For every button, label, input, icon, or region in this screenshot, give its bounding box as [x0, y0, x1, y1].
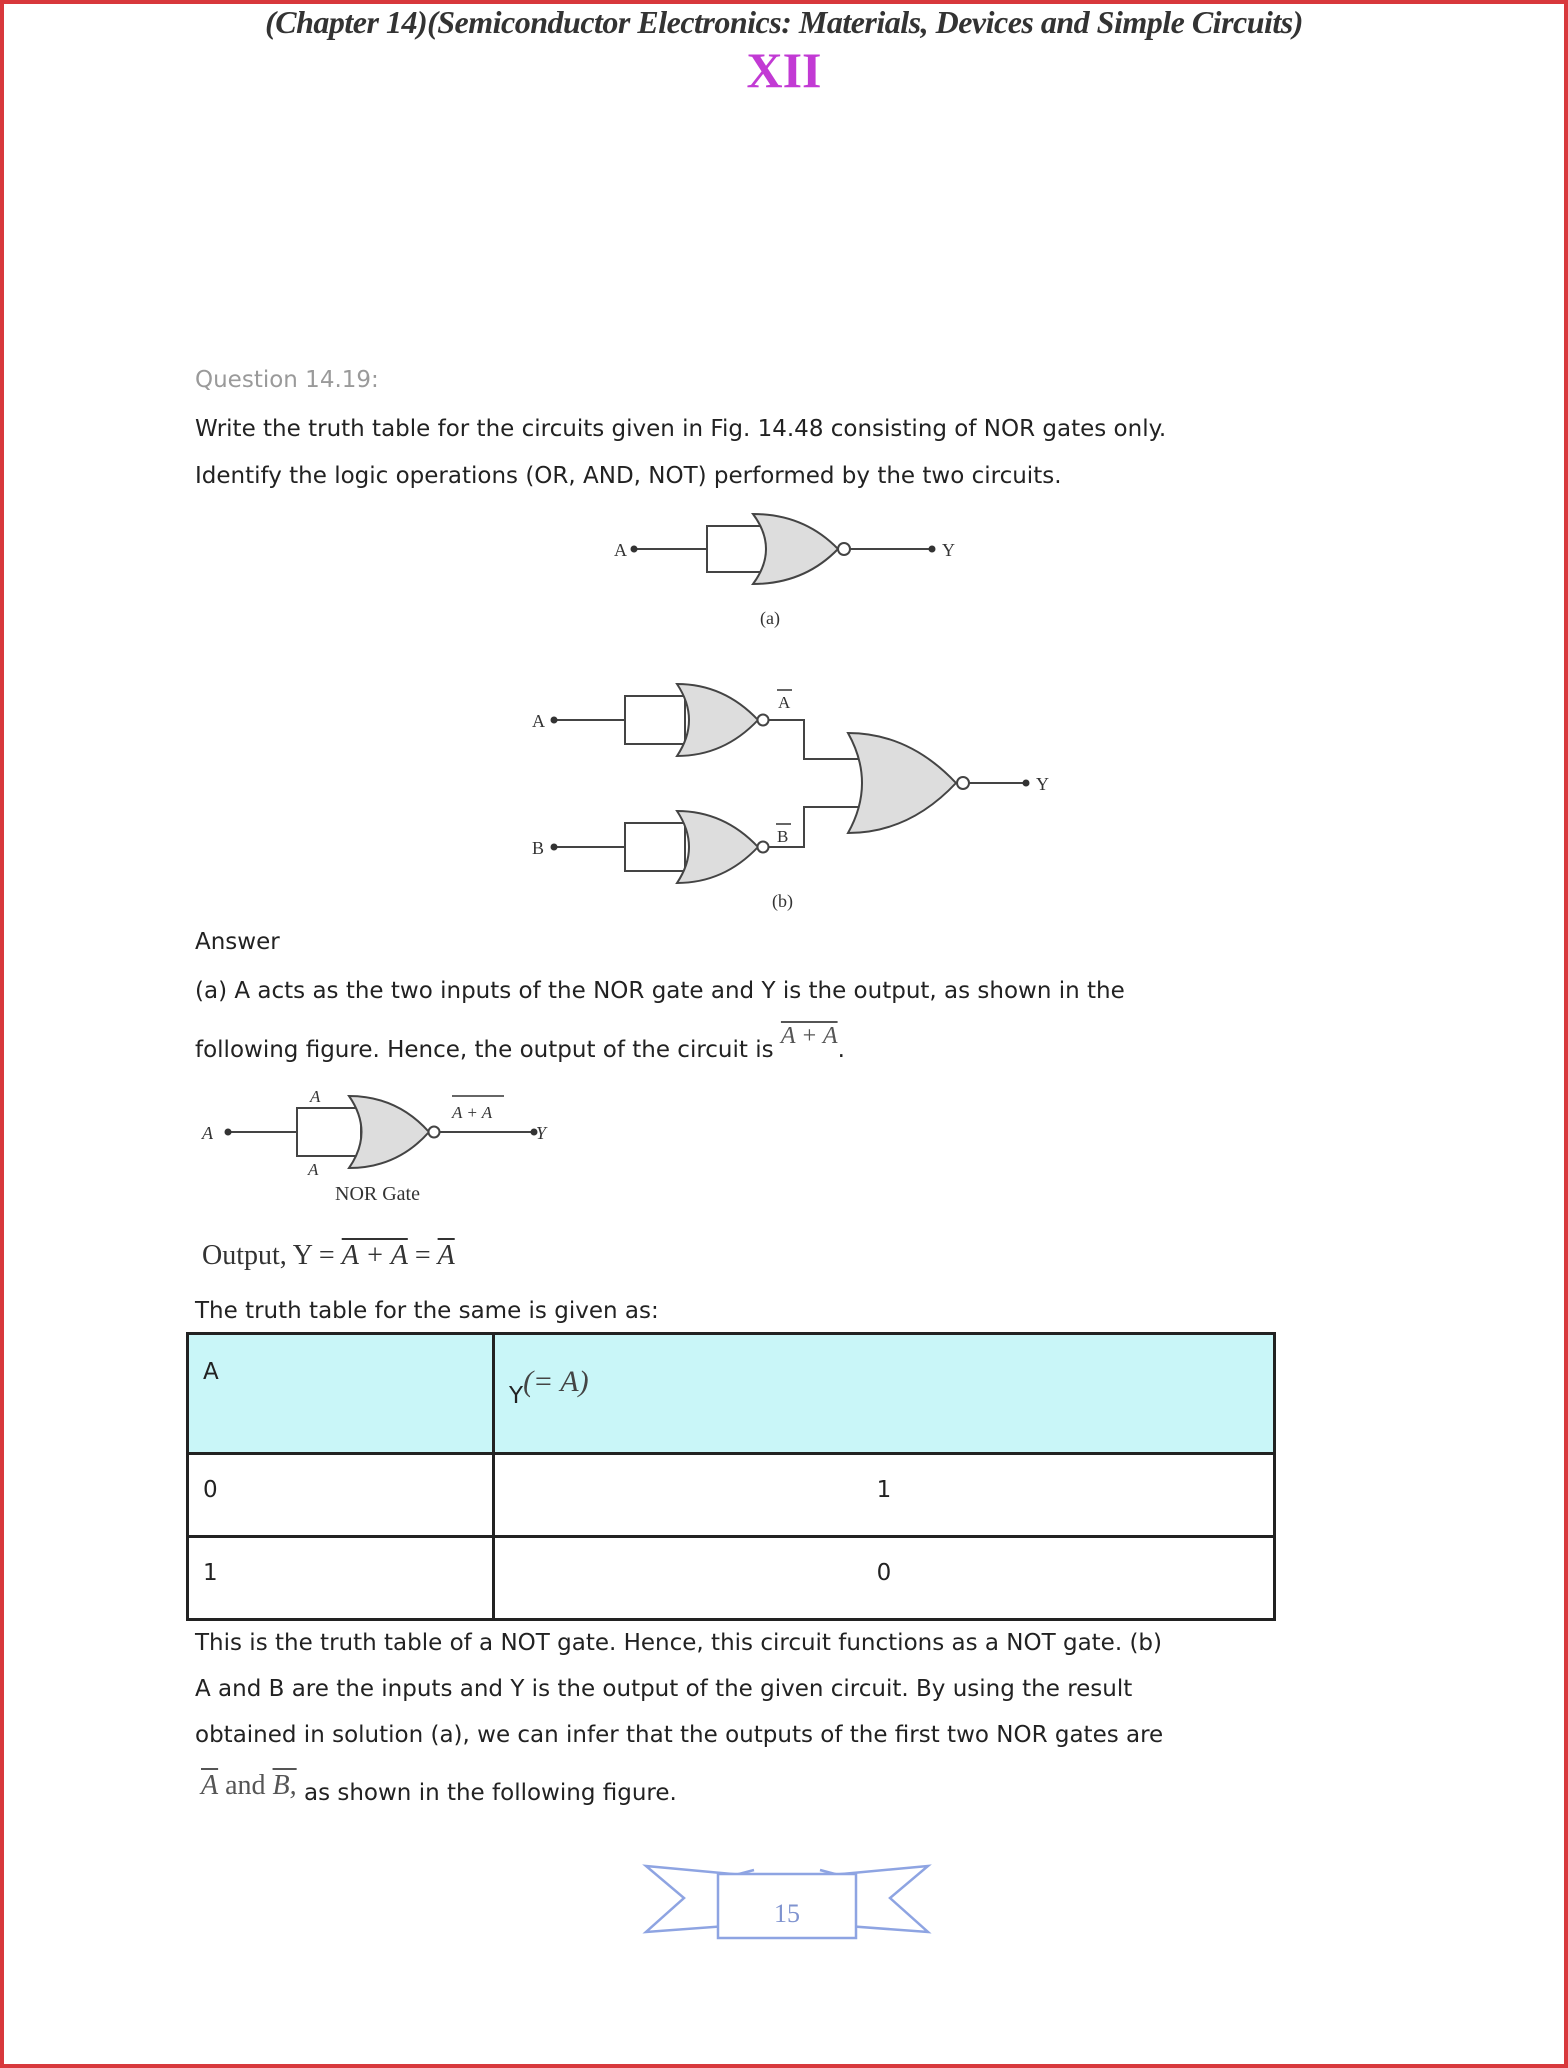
question-label: Question 14.19: [195, 367, 379, 393]
output-formula-eq: = [407, 1240, 438, 1271]
nor-gate-icon [677, 811, 758, 883]
table-row [188, 1454, 1275, 1537]
nor-gate-icon [848, 733, 956, 833]
cell-y [494, 1454, 1275, 1537]
cell-a-value: 0 [203, 1477, 218, 1503]
class-label: XII [746, 42, 822, 98]
output-formula-prefix: Output, Y = [202, 1240, 342, 1271]
nor-gate-icon [753, 514, 838, 584]
figure-a-nor-circuit [614, 514, 955, 629]
page-number: 15 [774, 1899, 800, 1928]
cell-y-value: 0 [876, 1560, 892, 1586]
nor-output-expr: A + A [452, 1103, 493, 1122]
inline-expression: A + A [780, 1023, 838, 1049]
header-cell-y [494, 1334, 1275, 1454]
fig-b-b-bar: B [777, 827, 789, 846]
header-y-expr: (= A) [523, 1365, 589, 1398]
output-formula [202, 1242, 455, 1270]
question-text-line1: Write the truth table for the circuits given in Fig. 14.48 consisting of NOR gates only. [195, 416, 1167, 442]
nor-gate-icon [349, 1096, 429, 1168]
cell-a [188, 1537, 494, 1620]
output-formula-expr2: $\overline{A}$ [437, 1240, 455, 1271]
fig-b-output-label: Y [1036, 774, 1049, 794]
fig-a-input-label: A [614, 540, 627, 560]
output-formula-expr1: A + A [341, 1240, 408, 1271]
expr-a-bar: $\overline{A}$ [201, 1770, 219, 1801]
conclusion-line1: This is the truth table of a NOT gate. Hence, this circuit functions as a NOT gate. (b) [195, 1630, 1162, 1656]
table-header-row [188, 1334, 1275, 1454]
inline-expr-ab [201, 1770, 297, 1801]
cell-a [188, 1454, 494, 1537]
truth-table [186, 1332, 1276, 1621]
conclusion-line4 [201, 1770, 677, 1806]
nor-output-label: Y [536, 1123, 547, 1143]
question-text-line2: Identify the logic operations (OR, AND, NOT) performed by the two circuits. [195, 463, 1062, 489]
truth-table-intro: The truth table for the same is given as: [195, 1298, 659, 1324]
cell-y [494, 1537, 1275, 1620]
fig-a-caption: (a) [760, 608, 780, 628]
answer-heading: Answer [195, 929, 280, 955]
answer-line2-text: following figure. Hence, the output of the circuit is [195, 1037, 774, 1063]
table-row [188, 1537, 1275, 1620]
chapter-title: (Chapter 14)(Semiconductor Electronics: Materials, Devices and Simple Circuits) [265, 4, 1303, 40]
fig-b-input-b: B [532, 838, 545, 858]
fig-a-output-label: Y [942, 540, 955, 560]
nor-top-input-label: A [310, 1087, 321, 1106]
nor-gate-icon [677, 684, 758, 756]
fig-b-input-a: A [532, 711, 545, 731]
figure-b-nor-circuit [532, 684, 1049, 912]
expr-b-bar: B, [272, 1770, 297, 1801]
cell-y-value: 1 [876, 1477, 892, 1503]
expr-and: and [218, 1770, 273, 1801]
answer-line1: (a) A acts as the two inputs of the NOR gate and Y is the output, as shown in the [195, 978, 1125, 1004]
fig-b-a-bar: A [778, 693, 791, 712]
conclusion-line2: A and B are the inputs and Y is the output of the given circuit. By using the result [195, 1676, 1133, 1702]
fig-b-caption: (b) [772, 891, 793, 911]
nor-caption: NOR Gate [335, 1183, 420, 1205]
conclusion-line4-text: as shown in the following figure. [303, 1780, 677, 1806]
answer-line2-period: . [837, 1037, 845, 1063]
header-cell-a [188, 1334, 494, 1454]
nor-input-label: A [202, 1123, 213, 1143]
cell-a-value: 1 [203, 1560, 218, 1586]
nor-bottom-input-label: A [308, 1160, 319, 1179]
conclusion-line3: obtained in solution (a), we can infer that the outputs of the first two NOR gates are [195, 1722, 1164, 1748]
header-y-label: Y [509, 1383, 524, 1409]
answer-line2 [195, 1023, 845, 1063]
answer-nor-gate-figure [201, 1087, 548, 1205]
header-a-label: A [203, 1359, 219, 1385]
